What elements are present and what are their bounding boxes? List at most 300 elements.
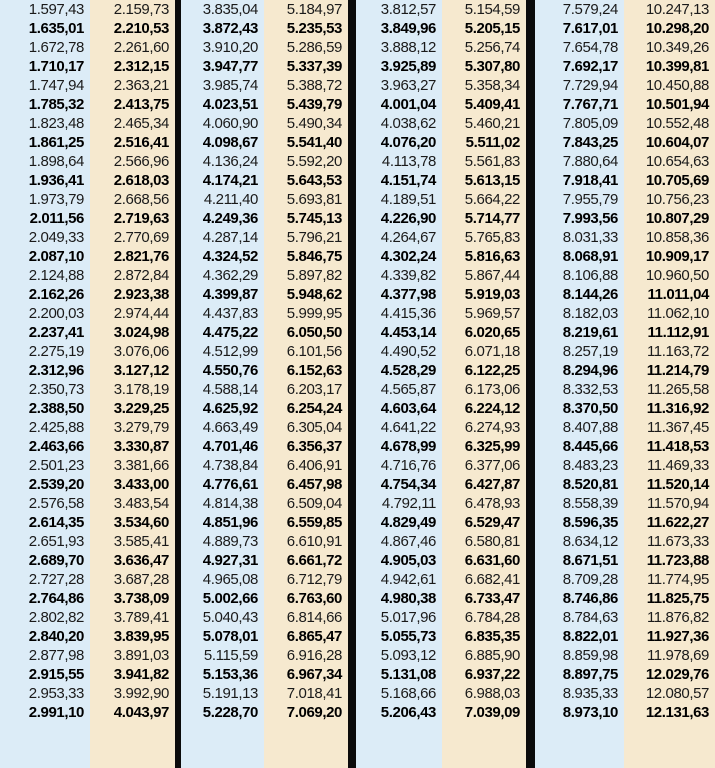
table-cell: 5.765,83	[464, 229, 520, 246]
table-cell: 3.229,25	[113, 400, 169, 417]
column-8	[624, 0, 715, 768]
table-cell: 11.978,69	[646, 647, 709, 664]
table-cell: 11.723,88	[646, 552, 709, 569]
table-cell: 4.641,22	[380, 419, 436, 436]
column-4	[264, 0, 348, 768]
table-cell: 8.031,33	[562, 229, 618, 246]
table-cell: 3.992,90	[113, 685, 169, 702]
table-cell: 2.727,28	[28, 571, 84, 588]
column-1	[0, 0, 90, 768]
table-cell: 5.191,13	[202, 685, 258, 702]
table-cell: 10.552,48	[645, 115, 709, 132]
table-cell: 4.437,83	[202, 305, 258, 322]
table-cell: 6.988,03	[464, 685, 520, 702]
table-cell: 1.597,43	[28, 1, 84, 18]
table-cell: 3.483,54	[113, 495, 169, 512]
table-cell: 5.969,57	[464, 305, 520, 322]
table-cell: 6.631,60	[464, 552, 520, 569]
table-cell: 4.287,14	[202, 229, 258, 246]
table-cell: 4.980,38	[380, 590, 436, 607]
table-cell: 5.131,08	[380, 666, 436, 683]
table-cell: 4.512,99	[202, 343, 258, 360]
table-cell: 11.673,33	[646, 533, 709, 550]
table-cell: 4.905,03	[380, 552, 436, 569]
table-cell: 3.839,95	[113, 628, 169, 645]
table-cell: 8.973,10	[562, 704, 618, 721]
table-cell: 6.712,79	[286, 571, 342, 588]
table-cell: 8.182,03	[562, 305, 618, 322]
table-cell: 1.710,17	[28, 58, 84, 75]
table-cell: 4.136,24	[202, 153, 258, 170]
table-cell: 6.203,17	[286, 381, 342, 398]
table-cell: 4.738,84	[202, 457, 258, 474]
table-cell: 5.643,53	[286, 172, 342, 189]
table-cell: 2.953,33	[28, 685, 84, 702]
table-cell: 8.144,26	[562, 286, 618, 303]
table-cell: 1.672,78	[28, 39, 84, 56]
table-cell: 4.678,99	[380, 438, 436, 455]
table-cell: 1.823,48	[28, 115, 84, 132]
table-cell: 3.178,19	[113, 381, 169, 398]
table-cell: 3.941,82	[113, 666, 169, 683]
table-cell: 4.001,04	[380, 96, 436, 113]
table-cell: 6.509,04	[286, 495, 342, 512]
table-cell: 7.039,09	[464, 704, 520, 721]
table-cell: 3.381,66	[113, 457, 169, 474]
table-cell: 7.617,01	[562, 20, 618, 37]
table-cell: 6.305,04	[286, 419, 342, 436]
table-cell: 8.822,01	[562, 628, 618, 645]
table-cell: 6.763,60	[286, 590, 342, 607]
table-cell: 10.654,63	[645, 153, 709, 170]
table-cell: 3.963,27	[380, 77, 436, 94]
table-cell: 11.112,91	[647, 324, 709, 341]
table-cell: 7.918,41	[562, 172, 618, 189]
table-cell: 7.069,20	[286, 704, 342, 721]
table-cell: 4.851,96	[202, 514, 258, 531]
table-cell: 11.062,10	[646, 305, 709, 322]
table-cell: 2.770,69	[113, 229, 169, 246]
table-cell: 3.812,57	[380, 1, 436, 18]
table-cell: 5.115,59	[203, 647, 258, 664]
table-cell: 6.101,56	[286, 343, 342, 360]
table-cell: 11.163,72	[646, 343, 709, 360]
table-cell: 12.080,57	[645, 685, 709, 702]
table-cell: 11.469,33	[646, 457, 709, 474]
table-cell: 4.867,46	[380, 533, 436, 550]
table-cell: 8.671,51	[562, 552, 618, 569]
table-cell: 3.738,09	[113, 590, 169, 607]
table-cell: 2.159,73	[113, 1, 169, 18]
table-cell: 6.916,28	[286, 647, 342, 664]
table-cell: 8.897,75	[562, 666, 618, 683]
table-cell: 7.767,71	[562, 96, 618, 113]
table-cell: 4.189,51	[380, 191, 436, 208]
table-cell: 3.789,41	[113, 609, 169, 626]
table-cell: 8.257,19	[562, 343, 618, 360]
column-6	[442, 0, 526, 768]
table-cell: 6.661,72	[286, 552, 342, 569]
table-cell: 5.153,36	[202, 666, 258, 683]
table-cell: 8.332,53	[562, 381, 618, 398]
table-cell: 6.427,87	[464, 476, 520, 493]
table-cell: 2.261,60	[113, 39, 169, 56]
table-cell: 10.705,69	[645, 172, 709, 189]
table-cell: 10.501,94	[645, 96, 709, 113]
table-cell: 4.927,31	[202, 552, 258, 569]
table-cell: 5.592,20	[286, 153, 342, 170]
table-cell: 3.636,47	[113, 552, 169, 569]
table-cell: 3.534,60	[113, 514, 169, 531]
table-cell: 3.024,98	[113, 324, 169, 341]
table-cell: 8.634,12	[562, 533, 618, 550]
table-cell: 5.337,39	[286, 58, 342, 75]
table-cell: 2.840,20	[28, 628, 84, 645]
table-cell: 10.858,36	[645, 229, 709, 246]
table-cell: 2.237,41	[28, 324, 84, 341]
table-cell: 10.349,26	[645, 39, 709, 56]
table-cell: 7.993,56	[562, 210, 618, 227]
table-cell: 5.235,53	[286, 20, 342, 37]
table-cell: 5.919,03	[464, 286, 520, 303]
table-cell: 5.093,12	[380, 647, 436, 664]
table-cell: 5.228,70	[202, 704, 258, 721]
table-cell: 4.528,29	[380, 362, 436, 379]
table-cell: 4.339,82	[380, 267, 436, 284]
table-cell: 11.520,14	[646, 476, 709, 493]
table-cell: 2.974,44	[113, 305, 169, 322]
table-cell: 5.409,41	[464, 96, 520, 113]
table-cell: 5.664,22	[464, 191, 520, 208]
table-cell: 4.565,87	[380, 381, 436, 398]
table-cell: 4.550,76	[202, 362, 258, 379]
table-cell: 2.719,63	[113, 210, 169, 227]
table-cell: 2.877,98	[28, 647, 84, 664]
table-cell: 7.654,78	[562, 39, 618, 56]
table-cell: 3.947,77	[202, 58, 258, 75]
table-cell: 2.651,93	[28, 533, 84, 550]
table-cell: 6.937,22	[464, 666, 520, 683]
table-cell: 3.925,89	[380, 58, 436, 75]
table-cell: 5.358,34	[464, 77, 520, 94]
table-cell: 5.460,21	[464, 115, 520, 132]
table-cell: 6.784,28	[464, 609, 520, 626]
table-cell: 3.433,00	[113, 476, 169, 493]
table-cell: 4.588,14	[202, 381, 258, 398]
table-cell: 5.796,21	[286, 229, 342, 246]
table-cell: 5.816,63	[464, 248, 520, 265]
table-cell: 4.023,51	[202, 96, 258, 113]
table-cell: 4.490,52	[380, 343, 436, 360]
table-cell: 4.965,08	[202, 571, 258, 588]
table-cell: 2.668,56	[113, 191, 169, 208]
table-cell: 8.784,63	[562, 609, 618, 626]
table-cell: 5.745,13	[286, 210, 342, 227]
table-cell: 4.302,24	[380, 248, 436, 265]
table-cell: 6.885,90	[464, 647, 520, 664]
table-cell: 2.689,70	[28, 552, 84, 569]
table-cell: 8.068,91	[562, 248, 618, 265]
table-cell: 8.370,50	[562, 400, 618, 417]
table-cell: 2.764,86	[28, 590, 84, 607]
table-cell: 2.124,88	[28, 267, 84, 284]
table-cell: 5.948,62	[286, 286, 342, 303]
table-cell: 6.254,24	[286, 400, 342, 417]
table-cell: 8.483,23	[562, 457, 618, 474]
table-cell: 8.407,88	[562, 419, 618, 436]
table-cell: 5.541,40	[286, 134, 342, 151]
table-cell: 3.127,12	[113, 362, 169, 379]
table-cell: 5.286,59	[286, 39, 342, 56]
table-cell: 6.529,47	[464, 514, 520, 531]
table-cell: 2.618,03	[113, 172, 169, 189]
table-cell: 11.367,45	[646, 419, 709, 436]
table-cell: 10.450,88	[645, 77, 709, 94]
table-cell: 10.399,81	[645, 58, 709, 75]
table-cell: 5.206,43	[380, 704, 436, 721]
table-cell: 7.579,24	[562, 1, 618, 18]
table-cell: 4.776,61	[202, 476, 258, 493]
table-cell: 5.205,15	[464, 20, 520, 37]
table-cell: 4.716,76	[380, 457, 436, 474]
table-cell: 4.324,52	[202, 248, 258, 265]
table-cell: 3.891,03	[113, 647, 169, 664]
table-cell: 8.935,33	[562, 685, 618, 702]
table-cell: 10.909,17	[645, 248, 709, 265]
table-cell: 5.846,75	[286, 248, 342, 265]
table-cell: 6.559,85	[286, 514, 342, 531]
table-cell: 4.603,64	[380, 400, 436, 417]
table-cell: 6.325,99	[464, 438, 520, 455]
column-5	[356, 0, 442, 768]
table-cell: 2.011,56	[29, 210, 84, 227]
table-cell: 2.516,41	[113, 134, 169, 151]
table-cell: 5.714,77	[464, 210, 520, 227]
table-cell: 1.785,32	[28, 96, 84, 113]
table-cell: 6.406,91	[286, 457, 342, 474]
table-cell: 5.154,59	[464, 1, 520, 18]
table-cell: 11.265,58	[646, 381, 709, 398]
table-cell: 5.897,82	[286, 267, 342, 284]
table-cell: 4.415,36	[380, 305, 436, 322]
table-cell: 11.774,95	[646, 571, 709, 588]
table-cell: 7.805,09	[562, 115, 618, 132]
table-cell: 4.076,20	[380, 134, 436, 151]
table-cell: 11.316,92	[646, 400, 709, 417]
table-cell: 10.298,20	[645, 20, 709, 37]
table-cell: 11.927,36	[646, 628, 709, 645]
table-cell: 5.511,02	[465, 134, 520, 151]
table-cell: 1.747,94	[28, 77, 84, 94]
table-cell: 11.825,75	[646, 590, 709, 607]
table-cell: 7.843,25	[562, 134, 618, 151]
table-cell: 3.985,74	[202, 77, 258, 94]
table-cell: 2.501,23	[28, 457, 84, 474]
table-cell: 4.249,36	[202, 210, 258, 227]
table-cell: 3.279,79	[113, 419, 169, 436]
table-cell: 6.865,47	[286, 628, 342, 645]
column-7	[535, 0, 624, 768]
table-cell: 8.596,35	[562, 514, 618, 531]
table-cell: 1.936,41	[28, 172, 84, 189]
table-cell: 2.350,73	[28, 381, 84, 398]
table-cell: 4.151,74	[380, 172, 436, 189]
table-cell: 2.915,55	[28, 666, 84, 683]
table-cell: 6.274,93	[464, 419, 520, 436]
table-cell: 7.692,17	[562, 58, 618, 75]
table-cell: 6.733,47	[464, 590, 520, 607]
table-cell: 2.802,82	[28, 609, 84, 626]
table-cell: 4.754,34	[380, 476, 436, 493]
table-cell: 4.098,67	[202, 134, 258, 151]
table-cell: 6.152,63	[286, 362, 342, 379]
table-cell: 5.184,97	[286, 1, 342, 18]
table-cell: 6.835,35	[464, 628, 520, 645]
table-cell: 5.256,74	[464, 39, 520, 56]
table-cell: 4.038,62	[380, 115, 436, 132]
table-cell: 6.356,37	[286, 438, 342, 455]
table-cell: 4.211,40	[203, 191, 258, 208]
table-cell: 3.872,43	[202, 20, 258, 37]
table-cell: 6.224,12	[464, 400, 520, 417]
table-cell: 2.614,35	[28, 514, 84, 531]
table-cell: 2.200,03	[28, 305, 84, 322]
table-cell: 6.478,93	[464, 495, 520, 512]
table-cell: 11.876,82	[646, 609, 709, 626]
table-cell: 2.923,38	[113, 286, 169, 303]
table-cell: 4.942,61	[380, 571, 436, 588]
table-cell: 2.821,76	[113, 248, 169, 265]
table-cell: 6.020,65	[464, 324, 520, 341]
table-cell: 12.029,76	[645, 666, 709, 683]
table-cell: 5.002,66	[202, 590, 258, 607]
table-cell: 12.131,63	[645, 704, 709, 721]
table-cell: 7.880,64	[562, 153, 618, 170]
table-cell: 8.859,98	[562, 647, 618, 664]
table-cell: 7.729,94	[562, 77, 618, 94]
table-cell: 4.362,29	[202, 267, 258, 284]
table-cell: 4.829,49	[380, 514, 436, 531]
table-cell: 11.570,94	[646, 495, 709, 512]
table-cell: 1.861,25	[28, 134, 84, 151]
table-cell: 5.388,72	[286, 77, 342, 94]
table-cell: 2.425,88	[28, 419, 84, 436]
table-cell: 8.106,88	[562, 267, 618, 284]
column-3	[181, 0, 264, 768]
table-cell: 6.071,18	[464, 343, 520, 360]
table-cell: 1.973,79	[28, 191, 84, 208]
table-cell: 8.709,28	[562, 571, 618, 588]
table-cell: 4.792,11	[381, 495, 436, 512]
table-cell: 2.049,33	[28, 229, 84, 246]
table-cell: 3.585,41	[113, 533, 169, 550]
table-cell: 10.247,13	[645, 1, 709, 18]
table-cell: 4.043,97	[113, 704, 169, 721]
table-cell: 2.363,21	[113, 77, 169, 94]
table-cell: 2.566,96	[113, 153, 169, 170]
table-cell: 4.814,38	[202, 495, 258, 512]
table-cell: 2.087,10	[28, 248, 84, 265]
table-cell: 5.439,79	[286, 96, 342, 113]
table-cell: 2.991,10	[28, 704, 84, 721]
table-cell: 6.050,50	[286, 324, 342, 341]
table-cell: 6.967,34	[286, 666, 342, 683]
table-cell: 5.999,95	[286, 305, 342, 322]
table-cell: 3.849,96	[380, 20, 436, 37]
table-cell: 4.174,21	[202, 172, 258, 189]
table-cell: 3.330,87	[113, 438, 169, 455]
table-cell: 8.746,86	[562, 590, 618, 607]
table-cell: 5.867,44	[464, 267, 520, 284]
table-cell: 6.580,81	[464, 533, 520, 550]
table-cell: 5.168,66	[380, 685, 436, 702]
table-cell: 4.399,87	[202, 286, 258, 303]
table-cell: 6.610,91	[286, 533, 342, 550]
table-cell: 4.226,90	[380, 210, 436, 227]
table-cell: 5.561,83	[464, 153, 520, 170]
table-cell: 5.078,01	[202, 628, 258, 645]
table-cell: 8.219,61	[562, 324, 618, 341]
table-cell: 1.635,01	[28, 20, 84, 37]
table-cell: 5.055,73	[380, 628, 436, 645]
table-cell: 8.294,96	[562, 362, 618, 379]
table-cell: 1.898,64	[28, 153, 84, 170]
column-2	[90, 0, 175, 768]
table-cell: 4.264,67	[380, 229, 436, 246]
table-cell: 7.018,41	[286, 685, 342, 702]
table-cell: 2.576,58	[28, 495, 84, 512]
table-cell: 2.210,53	[113, 20, 169, 37]
table-cell: 11.011,04	[647, 286, 709, 303]
table-cell: 6.377,06	[464, 457, 520, 474]
table-cell: 11.214,79	[646, 362, 709, 379]
table-cell: 2.413,75	[113, 96, 169, 113]
table-cell: 8.445,66	[562, 438, 618, 455]
table-cell: 3.076,06	[113, 343, 169, 360]
table-cell: 6.814,66	[286, 609, 342, 626]
table-cell: 2.463,66	[28, 438, 84, 455]
table-cell: 10.807,29	[645, 210, 709, 227]
table-cell: 2.388,50	[28, 400, 84, 417]
table-cell: 8.520,81	[562, 476, 618, 493]
table-cell: 4.060,90	[202, 115, 258, 132]
table-cell: 7.955,79	[562, 191, 618, 208]
table-cell: 2.162,26	[28, 286, 84, 303]
table-cell: 2.872,84	[113, 267, 169, 284]
table-cell: 4.625,92	[202, 400, 258, 417]
table-cell: 2.312,15	[113, 58, 169, 75]
table-cell: 6.682,41	[464, 571, 520, 588]
table-cell: 8.558,39	[562, 495, 618, 512]
table-cell: 4.701,46	[202, 438, 258, 455]
table-cell: 3.888,12	[380, 39, 436, 56]
table-cell: 4.475,22	[202, 324, 258, 341]
table-cell: 3.910,20	[202, 39, 258, 56]
table-cell: 5.613,15	[464, 172, 520, 189]
table-cell: 11.622,27	[646, 514, 709, 531]
table-cell: 2.465,34	[113, 115, 169, 132]
table-cell: 3.687,28	[113, 571, 169, 588]
table-cell: 4.113,78	[381, 153, 436, 170]
table-cell: 10.604,07	[645, 134, 709, 151]
table-cell: 10.756,23	[645, 191, 709, 208]
table-cell: 4.377,98	[380, 286, 436, 303]
table-cell: 4.453,14	[380, 324, 436, 341]
table-cell: 5.693,81	[286, 191, 342, 208]
table-cell: 5.017,96	[380, 609, 436, 626]
table-cell: 6.122,25	[464, 362, 520, 379]
table-cell: 11.418,53	[646, 438, 709, 455]
